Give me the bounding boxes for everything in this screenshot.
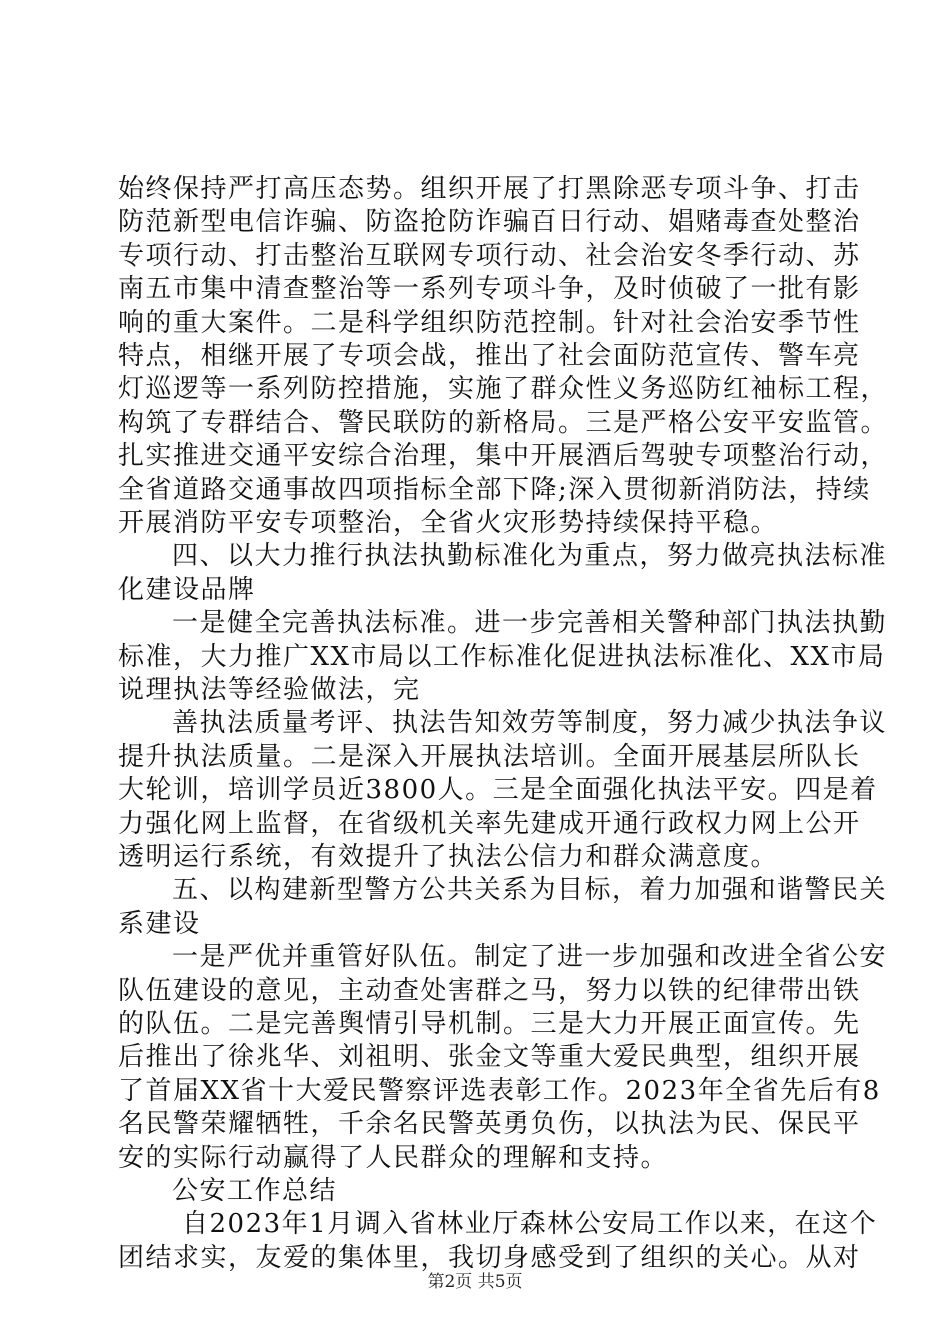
text-line: 团结求实，友爱的集体里，我切身感受到了组织的关心。从对	[118, 1242, 861, 1273]
text-line: 一是健全完善执法标准。进一步完善相关警种部门执法执勤	[172, 608, 888, 639]
text-line: 后推出了徐兆华、刘祖明、张金文等重大爱民典型，组织开展	[118, 1042, 861, 1073]
text-line: 自2023年1月调入省林业厅森林公安局工作以来，在这个	[182, 1209, 878, 1240]
section-heading-cont: 系建设	[118, 908, 201, 939]
section-heading-cont: 化建设品牌	[118, 574, 256, 605]
text-line: 力强化网上监督，在省级机关率先建成开通行政权力网上公开	[118, 808, 861, 839]
text-line: 构筑了专群结合、警民联防的新格局。三是严格公安平安监管。	[118, 407, 889, 438]
text-line: 善执法质量考评、执法告知效劳等制度，努力减少执法争议	[172, 708, 888, 739]
text-line: 了首届XX省十大爱民警察评选表彰工作。2023年全省先后有8	[118, 1075, 881, 1106]
text-line: 专项行动、打击整治互联网专项行动、社会治安冬季行动、苏	[118, 240, 861, 271]
text-line: 透明运行系统，有效提升了执法公信力和群众满意度。	[118, 842, 779, 872]
text-line: 标准，大力推广XX市局以工作标准化促进执法标准化、XX市局	[118, 641, 886, 672]
text-line: 说理执法等经验做法，完	[118, 675, 421, 705]
section-heading: 五、以构建新型警方公共关系为目标，着力加强和谐警民关	[172, 875, 888, 906]
page-footer: 第2页 共5页	[427, 1272, 523, 1292]
text-line: 安的实际行动赢得了人民群众的理解和支持。	[118, 1142, 669, 1173]
text-line: 的队伍。二是完善舆情引导机制。三是大力开展正面宣传。先	[118, 1009, 861, 1039]
subtitle: 公安工作总结	[172, 1176, 338, 1206]
text-line: 灯巡逻等一系列防控措施，实施了群众性义务巡防红袖标工程，	[118, 374, 889, 405]
text-line: 始终保持严打高压态势。组织开展了打黑除恶专项斗争、打击	[118, 174, 861, 204]
text-line: 特点，相继开展了专项会战，推出了社会面防范宣传、警车亮	[118, 341, 861, 371]
text-line: 大轮训，培训学员近3800人。三是全面强化执法平安。四是着	[118, 775, 878, 806]
text-line: 南五市集中清查整治等一系列专项斗争，及时侦破了一批有影	[118, 274, 861, 305]
text-line: 队伍建设的意见，主动查处害群之马，努力以铁的纪律带出铁	[118, 975, 861, 1006]
text-line: 全省道路交通事故四项指标全部下降;深入贯彻新消防法，持续	[118, 474, 871, 505]
text-line: 一是严优并重管好队伍。制定了进一步加强和改进全省公安	[172, 942, 888, 973]
text-line: 扎实推进交通平安综合治理，集中开展酒后驾驶专项整治行动，	[118, 441, 889, 472]
text-line: 响的重大案件。二是科学组织防范控制。针对社会治安季节性	[118, 307, 861, 338]
text-line: 提升执法质量。二是深入开展执法培训。全面开展基层所队长	[118, 741, 861, 772]
text-line: 开展消防平安专项整治，全省火灾形势持续保持平稳。	[118, 508, 779, 538]
section-heading: 四、以大力推行执法执勤标准化为重点，努力做亮执法标准	[172, 541, 888, 572]
text-line: 名民警荣耀牺牲，千余名民警英勇负伤，以执法为民、保民平	[118, 1109, 861, 1140]
text-line: 防范新型电信诈骗、防盗抢防诈骗百日行动、娼赌毒查处整治	[118, 207, 861, 238]
